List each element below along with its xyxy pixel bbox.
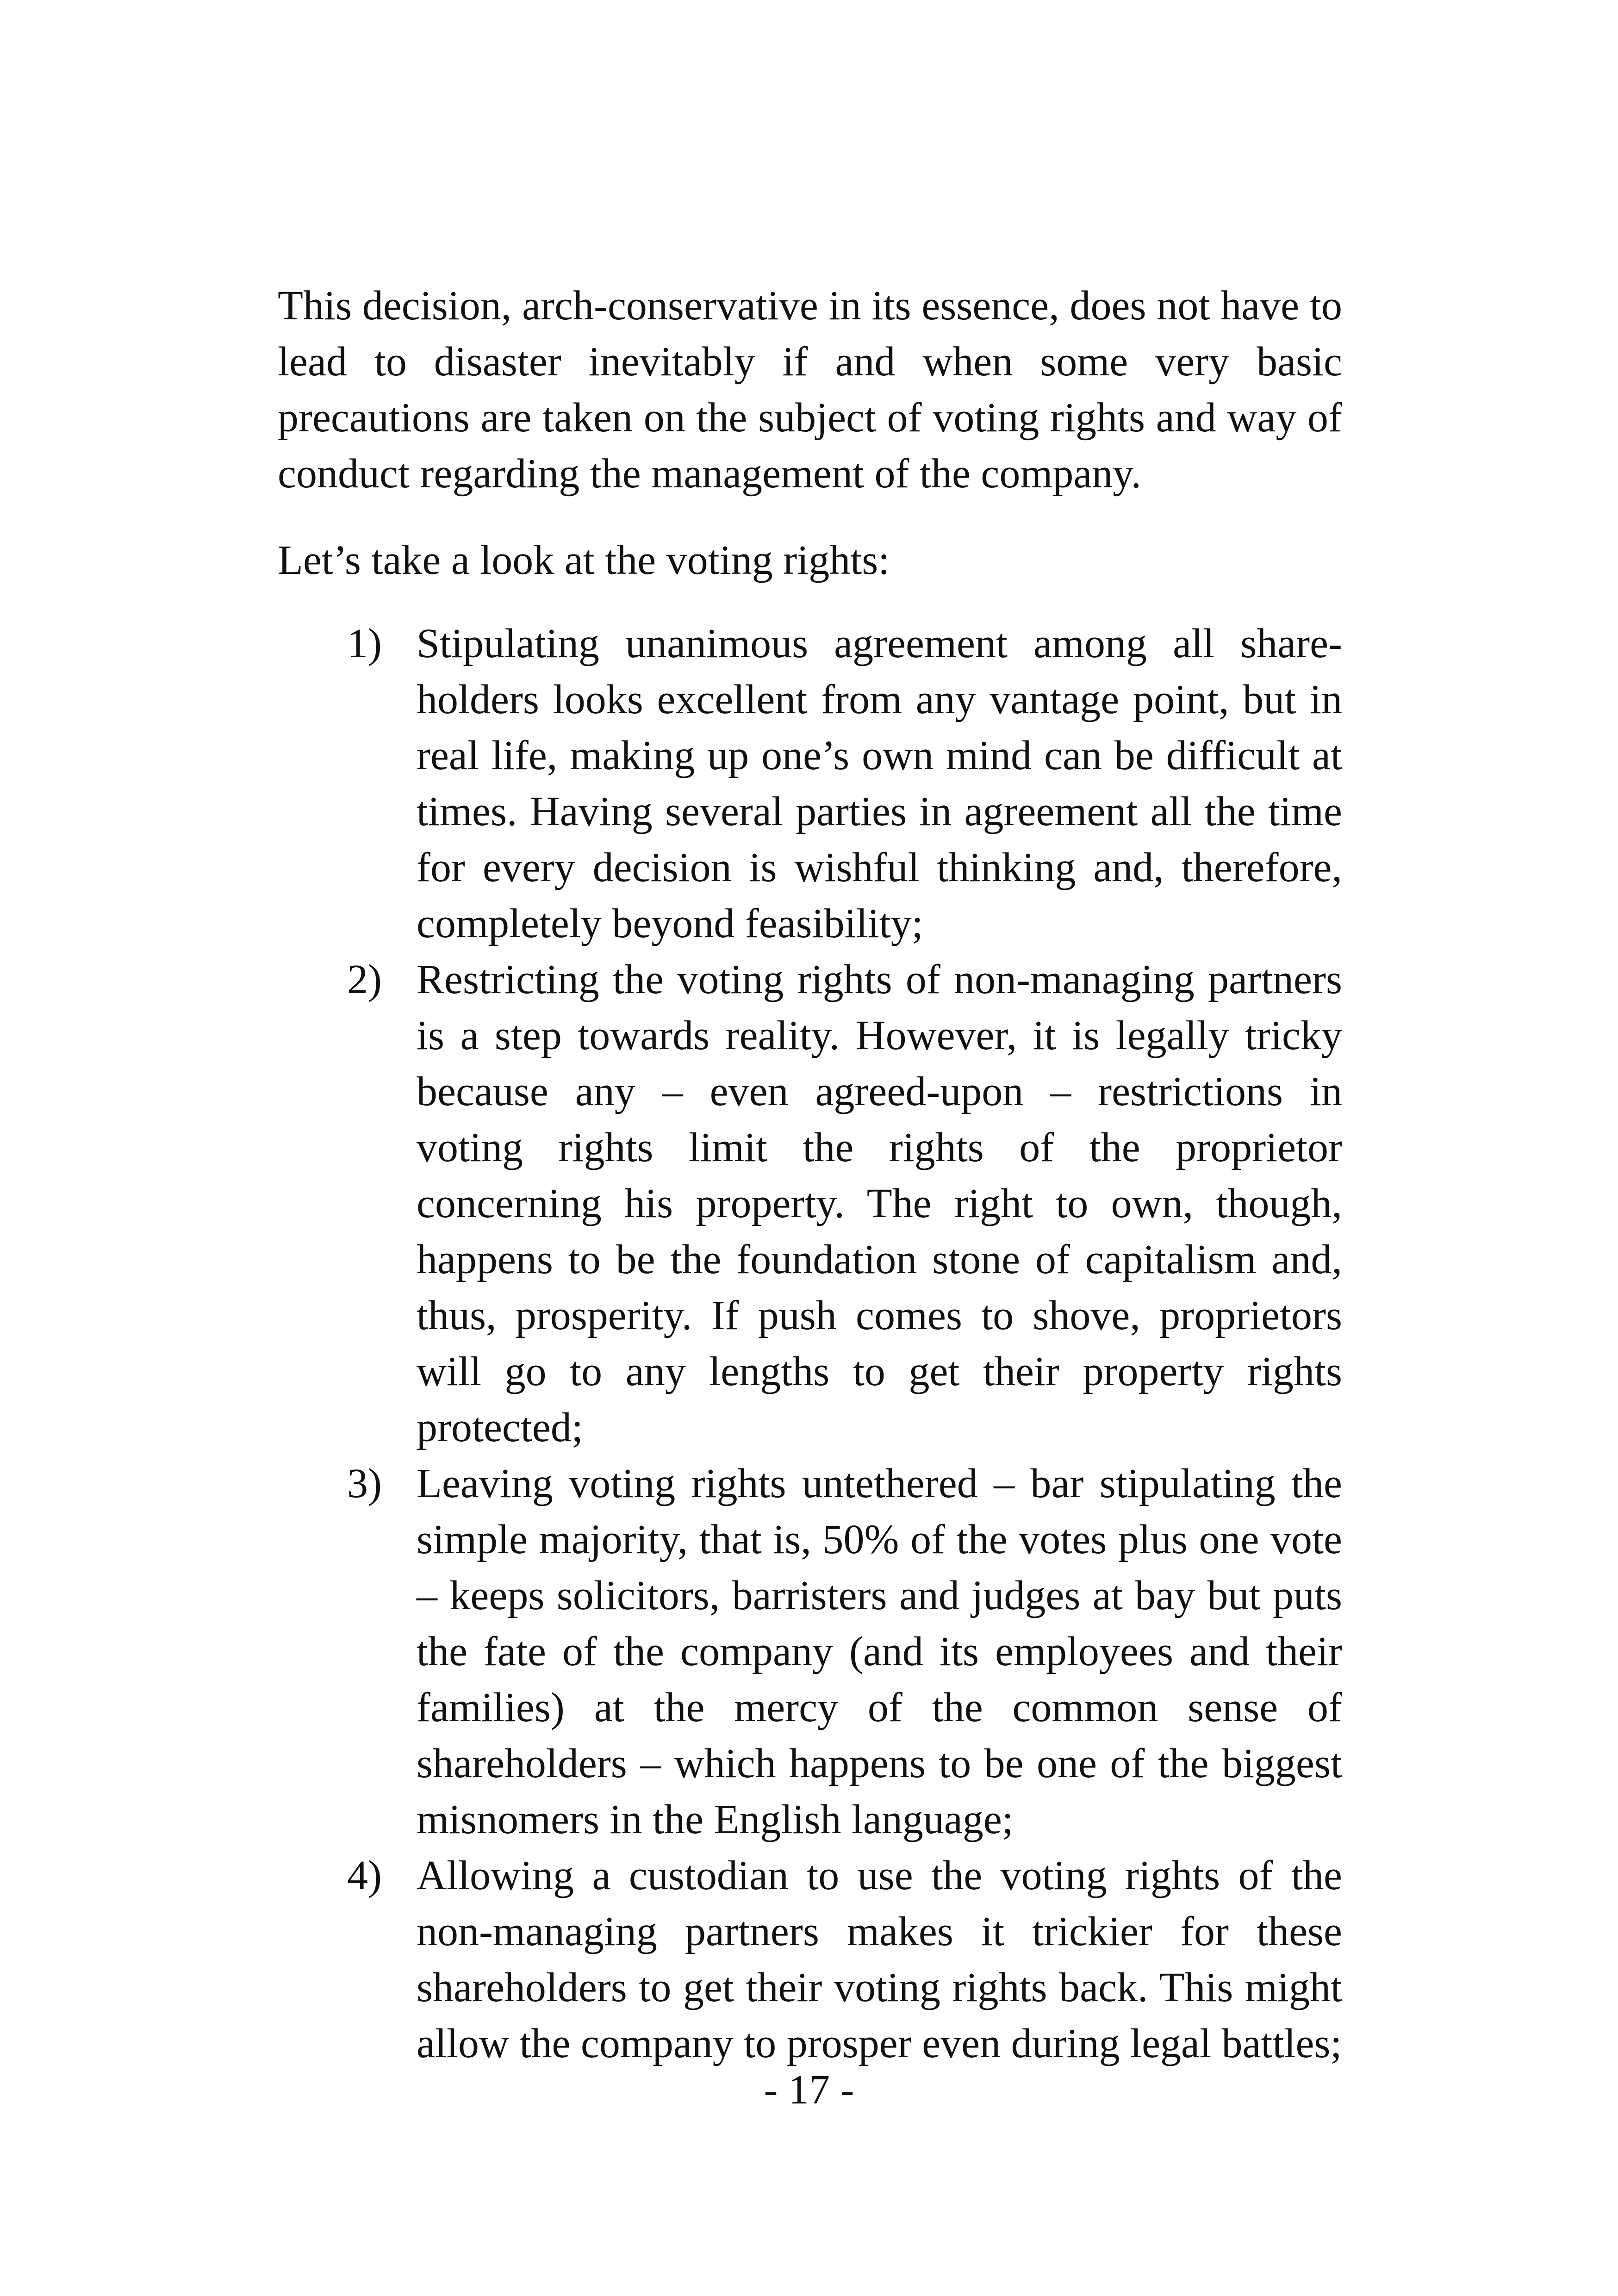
- page-number: - 17 -: [764, 2067, 854, 2113]
- list-item: [278, 1848, 1342, 2072]
- list-item-text: Restricting the voting rights of non-managing partners is a step towards reality. However, it is legally tricky because any – even agreed-upon – restrictions in voting rights limit the rights of the proprietor concerning his property. The right to own, though, happens to be the foundation stone of capitalism and, thus, prosperity. If push comes to shove, proprietors will go to any lengths to get their property rights protected;: [417, 957, 1342, 1450]
- list-item: [278, 1456, 1342, 1848]
- intro-paragraph: This decision, arch-conservative in its essence, does not have to lead to disaster inevitably if and when some very basic precautions are taken on the subject of voting rights and way of conduct regarding the management of the company.: [278, 283, 1342, 497]
- list-item-text: Leaving voting rights untethered – bar stipulating the simple majority, that is, 50% of the votes plus one vote – keeps solicitors, barristers and judges at bay but puts the fate of the company (and its employees and their families) at the mercy of the common sense of shareholders – which happens to be one of the biggest misnomers in the English language;: [417, 1461, 1342, 1842]
- list-item-number: 4): [347, 1853, 382, 1898]
- list-item: [278, 952, 1342, 1456]
- list-item-text: Allowing a custodian to use the voting rights of the non-managing partners makes it trickier for these shareholders to get their voting rights back. This might allow the company to prosper even during legal battles;: [417, 1853, 1342, 2066]
- list-item: [278, 616, 1342, 952]
- voting-rights-lead-in: Let’s take a look at the voting rights:: [278, 537, 890, 583]
- list-item-number: 1): [347, 621, 382, 666]
- list-item-number: 2): [347, 957, 382, 1002]
- list-item-text: Stipulating unanimous agreement among all share-holders looks excellent from any vantage point, but in real life, making up one’s own mind can be difficult at times. Having several parties in agreement all the time for every decision is wishful thinking and, therefore, completely beyond feasibility;: [417, 621, 1342, 946]
- voting-rights-list: [278, 616, 1342, 2072]
- list-item-number: 3): [347, 1461, 382, 1506]
